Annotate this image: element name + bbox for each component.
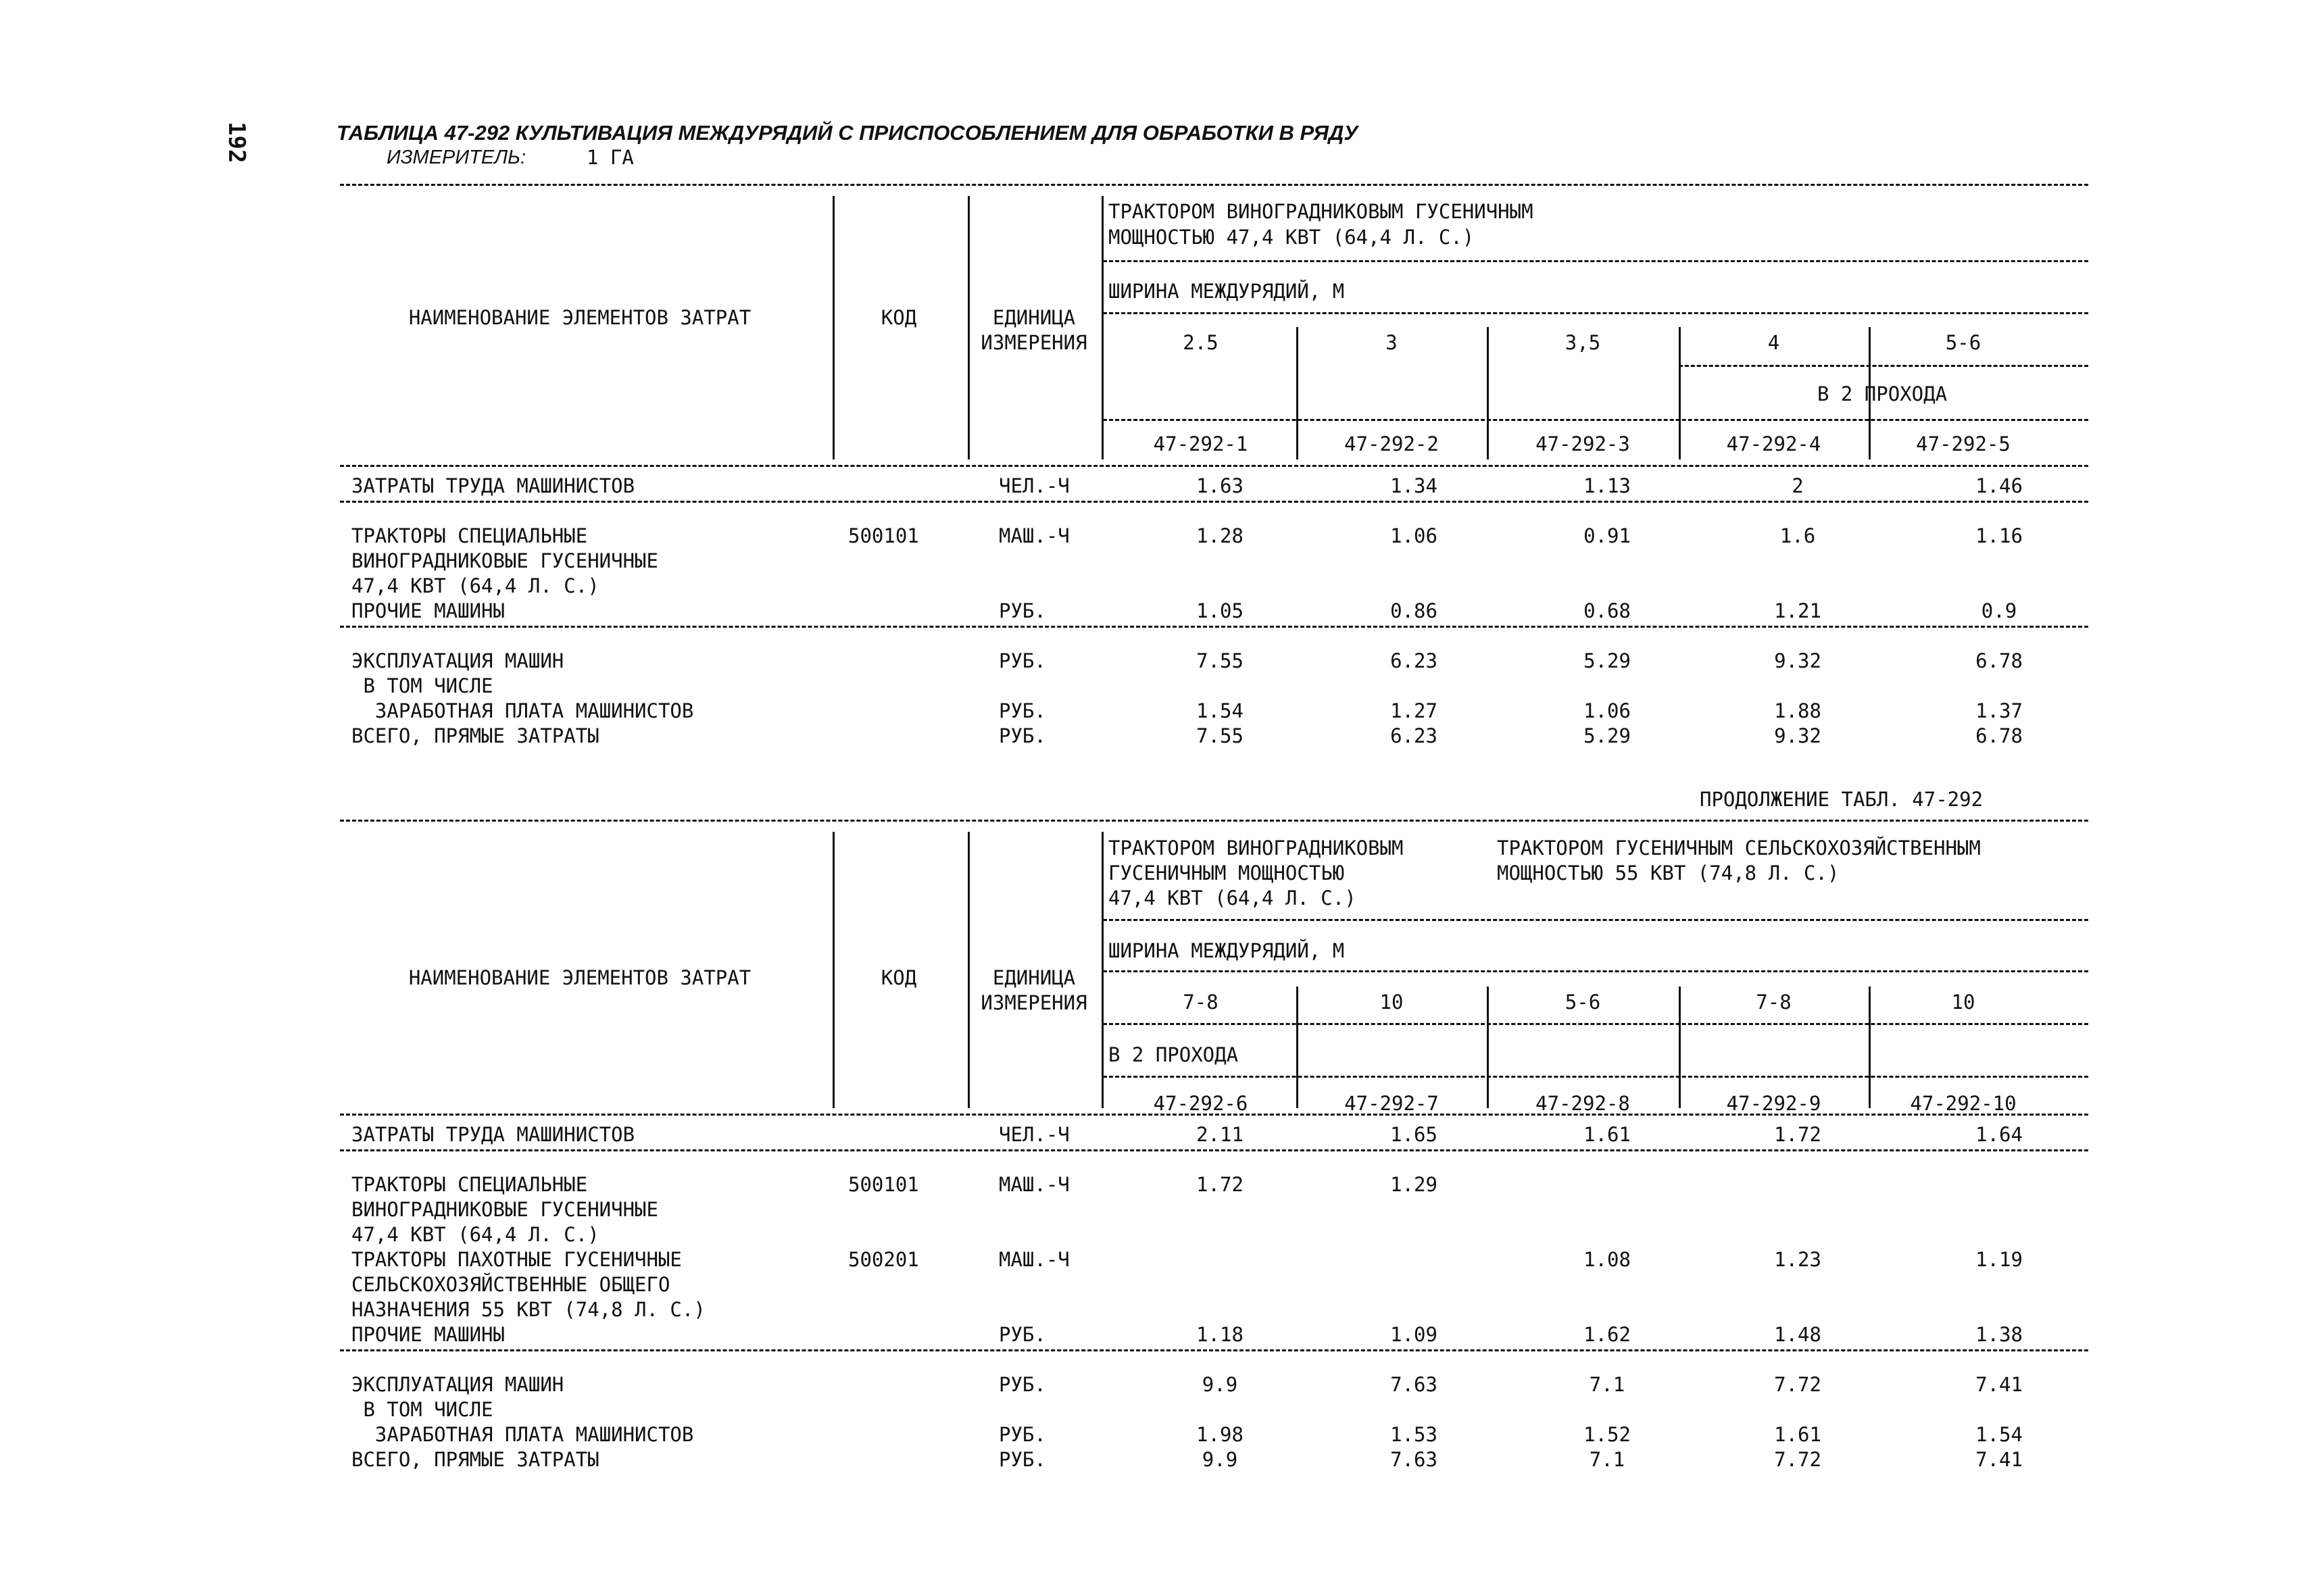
row-label: ПРОЧИЕ МАШИНЫ xyxy=(351,599,505,622)
row-unit: РУБ. xyxy=(999,599,1046,622)
two-pass-header: В 2 ПРОХОДА xyxy=(1108,1043,1239,1066)
cell-value: 6.23 xyxy=(1390,649,1437,672)
rule-line xyxy=(340,626,2088,628)
cell-value: 9.32 xyxy=(1774,724,1821,747)
cell-value: 1.64 xyxy=(1975,1123,2023,1146)
column-divider xyxy=(1487,987,1489,1108)
cell-value: 1.54 xyxy=(1196,699,1244,722)
width-header: 3 xyxy=(1385,331,1398,354)
column-divider xyxy=(1296,327,1298,459)
row-label: ПРОЧИЕ МАШИНЫ xyxy=(351,1323,505,1346)
tractor-a-header: ГУСЕНИЧНЫМ МОЩНОСТЬЮ xyxy=(1108,862,1345,884)
row-unit: РУБ. xyxy=(999,699,1046,722)
row-unit: РУБ. xyxy=(999,649,1046,672)
cell-value: 1.29 xyxy=(1390,1173,1437,1196)
width-header: 4 xyxy=(1767,331,1780,354)
row-label: ЭКСПЛУАТАЦИЯ МАШИН xyxy=(351,1373,564,1396)
row-code: 500101 xyxy=(848,1173,919,1196)
column-divider xyxy=(833,832,835,1108)
row-label: ЗАТРАТЫ ТРУДА МАШИНИСТОВ xyxy=(351,474,635,497)
rule-line xyxy=(1103,419,2088,421)
rule-line xyxy=(1103,1023,2088,1025)
continuation-label: ПРОДОЛЖЕНИЕ ТАБЛ. 47-292 xyxy=(1700,788,1984,811)
rule-line xyxy=(340,501,2088,503)
column-divider xyxy=(1296,987,1298,1108)
cell-value: 1.38 xyxy=(1975,1323,2023,1346)
cell-value: 7.1 xyxy=(1589,1373,1625,1396)
row-unit: МАШ.-Ч xyxy=(999,524,1070,547)
cell-value: 1.72 xyxy=(1196,1173,1244,1196)
code-header: 47-292-1 xyxy=(1153,432,1248,455)
cell-value: 7.41 xyxy=(1975,1448,2023,1471)
cell-value: 0.91 xyxy=(1583,524,1631,547)
cell-value: 1.63 xyxy=(1196,474,1244,497)
column-divider xyxy=(833,196,835,459)
row-label: ТРАКТОРЫ ПАХОТНЫЕ ГУСЕНИЧНЫЕ xyxy=(351,1248,682,1271)
cell-value: 1.23 xyxy=(1774,1248,1821,1271)
column-divider xyxy=(1679,987,1681,1108)
width-header: 7-8 xyxy=(1756,991,1792,1014)
cell-value: 9.32 xyxy=(1774,649,1821,672)
unit-column-header: ИЗМЕРЕНИЯ xyxy=(981,991,1087,1014)
cell-value: 1.16 xyxy=(1975,524,2023,547)
row-label: СЕЛЬСКОХОЗЯЙСТВЕННЫЕ ОБЩЕГО xyxy=(351,1273,670,1296)
cell-value: 1.46 xyxy=(1975,474,2023,497)
width-header: 7-8 xyxy=(1183,991,1218,1014)
cell-value: 5.29 xyxy=(1583,649,1631,672)
row-unit: РУБ. xyxy=(999,1423,1046,1446)
row-label: ТРАКТОРЫ СПЕЦИАЛЬНЫЕ xyxy=(351,524,588,547)
cell-value: 7.55 xyxy=(1196,724,1244,747)
rule-line xyxy=(340,820,2088,822)
cell-value: 7.63 xyxy=(1390,1448,1437,1471)
code-header: 47-292-3 xyxy=(1535,432,1630,455)
row-label: ЗАТРАТЫ ТРУДА МАШИНИСТОВ xyxy=(351,1123,635,1146)
row-label: НАЗНАЧЕНИЯ 55 КВТ (74,8 Л. С.) xyxy=(351,1298,706,1321)
row-unit: МАШ.-Ч xyxy=(999,1173,1070,1196)
cell-value: 7.72 xyxy=(1774,1373,1821,1396)
cell-value: 6.78 xyxy=(1975,649,2023,672)
code-header: 47-292-5 xyxy=(1916,432,2011,455)
rule-line xyxy=(340,1114,2088,1116)
cell-value: 1.06 xyxy=(1390,524,1437,547)
cell-value: 1.09 xyxy=(1390,1323,1437,1346)
row-unit: ЧЕЛ.-Ч xyxy=(999,1123,1070,1146)
tractor-header: МОЩНОСТЬЮ 47,4 КВТ (64,4 Л. С.) xyxy=(1108,226,1475,249)
measure-label: ИЗМЕРИТЕЛЬ: xyxy=(387,147,526,168)
cell-value: 1.34 xyxy=(1390,474,1437,497)
rule-line xyxy=(340,1349,2088,1351)
width-header: 5-6 xyxy=(1565,991,1601,1014)
width-header: 2.5 xyxy=(1183,331,1218,354)
code-header: 47-292-6 xyxy=(1153,1092,1248,1115)
cell-value: 7.72 xyxy=(1774,1448,1821,1471)
cell-value: 1.98 xyxy=(1196,1423,1244,1446)
column-divider xyxy=(968,196,970,459)
row-unit: РУБ. xyxy=(999,1373,1046,1396)
row-unit: МАШ.-Ч xyxy=(999,1248,1070,1271)
row-label: ВИНОГРАДНИКОВЫЕ ГУСЕНИЧНЫЕ xyxy=(351,1198,658,1221)
unit-column-header: ИЗМЕРЕНИЯ xyxy=(981,331,1087,354)
cell-value: 1.52 xyxy=(1583,1423,1631,1446)
code-column-header: КОД xyxy=(881,966,917,989)
rule-line xyxy=(1103,260,2088,262)
column-divider xyxy=(968,832,970,1108)
row-code: 500101 xyxy=(848,524,919,547)
cell-value: 1.28 xyxy=(1196,524,1244,547)
rule-line xyxy=(340,184,2088,186)
cell-value: 1.6 xyxy=(1779,524,1816,547)
row-label: 47,4 КВТ (64,4 Л. С.) xyxy=(351,574,599,597)
row-label: ЭКСПЛУАТАЦИЯ МАШИН xyxy=(351,649,564,672)
row-label: ВИНОГРАДНИКОВЫЕ ГУСЕНИЧНЫЕ xyxy=(351,549,658,572)
name-column-header: НАИМЕНОВАНИЕ ЭЛЕМЕНТОВ ЗАТРАТ xyxy=(408,306,752,329)
rule-line xyxy=(1103,919,2088,921)
width-header: 10 xyxy=(1951,991,1975,1014)
name-column-header: НАИМЕНОВАНИЕ ЭЛЕМЕНТОВ ЗАТРАТ xyxy=(408,966,752,989)
measure-value: 1 ГА xyxy=(587,146,634,169)
cell-value: 1.53 xyxy=(1390,1423,1437,1446)
code-header: 47-292-10 xyxy=(1910,1092,2017,1115)
cell-value: 1.62 xyxy=(1583,1323,1631,1346)
width-header: 3,5 xyxy=(1565,331,1601,354)
cell-value: 9.9 xyxy=(1202,1373,1238,1396)
unit-column-header: ЕДИНИЦА xyxy=(992,966,1076,989)
row-label: ЗАРАБОТНАЯ ПЛАТА МАШИНИСТОВ xyxy=(351,1423,694,1446)
code-header: 47-292-4 xyxy=(1726,432,1821,455)
cell-value: 1.37 xyxy=(1975,699,2023,722)
cell-value: 1.18 xyxy=(1196,1323,1244,1346)
two-pass-header: В 2 ПРОХОДА xyxy=(1817,382,1948,405)
row-label: ЗАРАБОТНАЯ ПЛАТА МАШИНИСТОВ xyxy=(351,699,694,722)
cell-value: 7.41 xyxy=(1975,1373,2023,1396)
rule-line xyxy=(340,1149,2088,1151)
rule-line xyxy=(1103,970,2088,972)
row-label: ТРАКТОРЫ СПЕЦИАЛЬНЫЕ xyxy=(351,1173,588,1196)
page-number: 192 xyxy=(223,122,250,164)
table-title: ТАБЛИЦА 47-292 КУЛЬТИВАЦИЯ МЕЖДУРЯДИЙ С ПРИСПОСОБЛЕНИЕМ ДЛЯ ОБРАБОТКИ В РЯДУ xyxy=(337,121,1358,145)
tractor-b-header: ТРАКТОРОМ ГУСЕНИЧНЫМ СЕЛЬСКОХОЗЯЙСТВЕННЫМ xyxy=(1497,837,1981,859)
column-divider xyxy=(1869,987,1871,1108)
cell-value: 1.21 xyxy=(1774,599,1821,622)
width-header: 10 xyxy=(1379,991,1404,1014)
tractor-a-header: ТРАКТОРОМ ВИНОГРАДНИКОВЫМ xyxy=(1108,837,1404,859)
cell-value: 1.13 xyxy=(1583,474,1631,497)
cell-value: 1.27 xyxy=(1390,699,1437,722)
cell-value: 1.48 xyxy=(1774,1323,1821,1346)
code-header: 47-292-9 xyxy=(1726,1092,1821,1115)
width-header: 5-6 xyxy=(1945,331,1981,354)
cell-value: 2 xyxy=(1792,474,1804,497)
cell-value: 0.86 xyxy=(1390,599,1437,622)
cell-value: 2.11 xyxy=(1196,1123,1244,1146)
row-unit: РУБ. xyxy=(999,724,1046,747)
cell-value: 1.05 xyxy=(1196,599,1244,622)
cell-value: 0.9 xyxy=(1981,599,2017,622)
cell-value: 1.06 xyxy=(1583,699,1631,722)
row-width-header: ШИРИНА МЕЖДУРЯДИЙ, М xyxy=(1108,280,1345,303)
row-width-header: ШИРИНА МЕЖДУРЯДИЙ, М xyxy=(1108,939,1345,962)
row-label: В ТОМ ЧИСЛЕ xyxy=(351,1398,493,1421)
rule-line xyxy=(1103,312,2088,314)
row-code: 500201 xyxy=(848,1248,919,1271)
unit-column-header: ЕДИНИЦА xyxy=(992,306,1076,329)
cell-value: 7.63 xyxy=(1390,1373,1437,1396)
row-label: ВСЕГО, ПРЯМЫЕ ЗАТРАТЫ xyxy=(351,1448,599,1471)
cell-value: 1.72 xyxy=(1774,1123,1821,1146)
tractor-a-header: 47,4 КВТ (64,4 Л. С.) xyxy=(1108,887,1356,909)
row-unit: РУБ. xyxy=(999,1323,1046,1346)
code-header: 47-292-7 xyxy=(1344,1092,1439,1115)
cell-value: 7.55 xyxy=(1196,649,1244,672)
column-divider xyxy=(1869,327,1871,459)
rule-line xyxy=(340,465,2088,467)
rule-line xyxy=(1103,1076,2088,1078)
cell-value: 1.61 xyxy=(1774,1423,1821,1446)
code-header: 47-292-8 xyxy=(1535,1092,1630,1115)
tractor-b-header: МОЩНОСТЬЮ 55 КВТ (74,8 Л. С.) xyxy=(1497,862,1840,884)
row-unit: ЧЕЛ.-Ч xyxy=(999,474,1070,497)
cell-value: 1.19 xyxy=(1975,1248,2023,1271)
code-column-header: КОД xyxy=(881,306,917,329)
row-label: ВСЕГО, ПРЯМЫЕ ЗАТРАТЫ xyxy=(351,724,599,747)
cell-value: 1.88 xyxy=(1774,699,1821,722)
rule-line xyxy=(1679,365,2088,367)
tractor-header: ТРАКТОРОМ ВИНОГРАДНИКОВЫМ ГУСЕНИЧНЫМ xyxy=(1108,200,1533,223)
column-divider xyxy=(1679,327,1681,459)
cell-value: 6.23 xyxy=(1390,724,1437,747)
row-label: 47,4 КВТ (64,4 Л. С.) xyxy=(351,1223,599,1246)
row-label: В ТОМ ЧИСЛЕ xyxy=(351,674,493,697)
cell-value: 1.65 xyxy=(1390,1123,1437,1146)
cell-value: 5.29 xyxy=(1583,724,1631,747)
code-header: 47-292-2 xyxy=(1344,432,1439,455)
cell-value: 6.78 xyxy=(1975,724,2023,747)
cell-value: 1.54 xyxy=(1975,1423,2023,1446)
cell-value: 9.9 xyxy=(1202,1448,1238,1471)
cell-value: 7.1 xyxy=(1589,1448,1625,1471)
cell-value: 1.08 xyxy=(1583,1248,1631,1271)
column-divider xyxy=(1487,327,1489,459)
cell-value: 0.68 xyxy=(1583,599,1631,622)
row-unit: РУБ. xyxy=(999,1448,1046,1471)
cell-value: 1.61 xyxy=(1583,1123,1631,1146)
